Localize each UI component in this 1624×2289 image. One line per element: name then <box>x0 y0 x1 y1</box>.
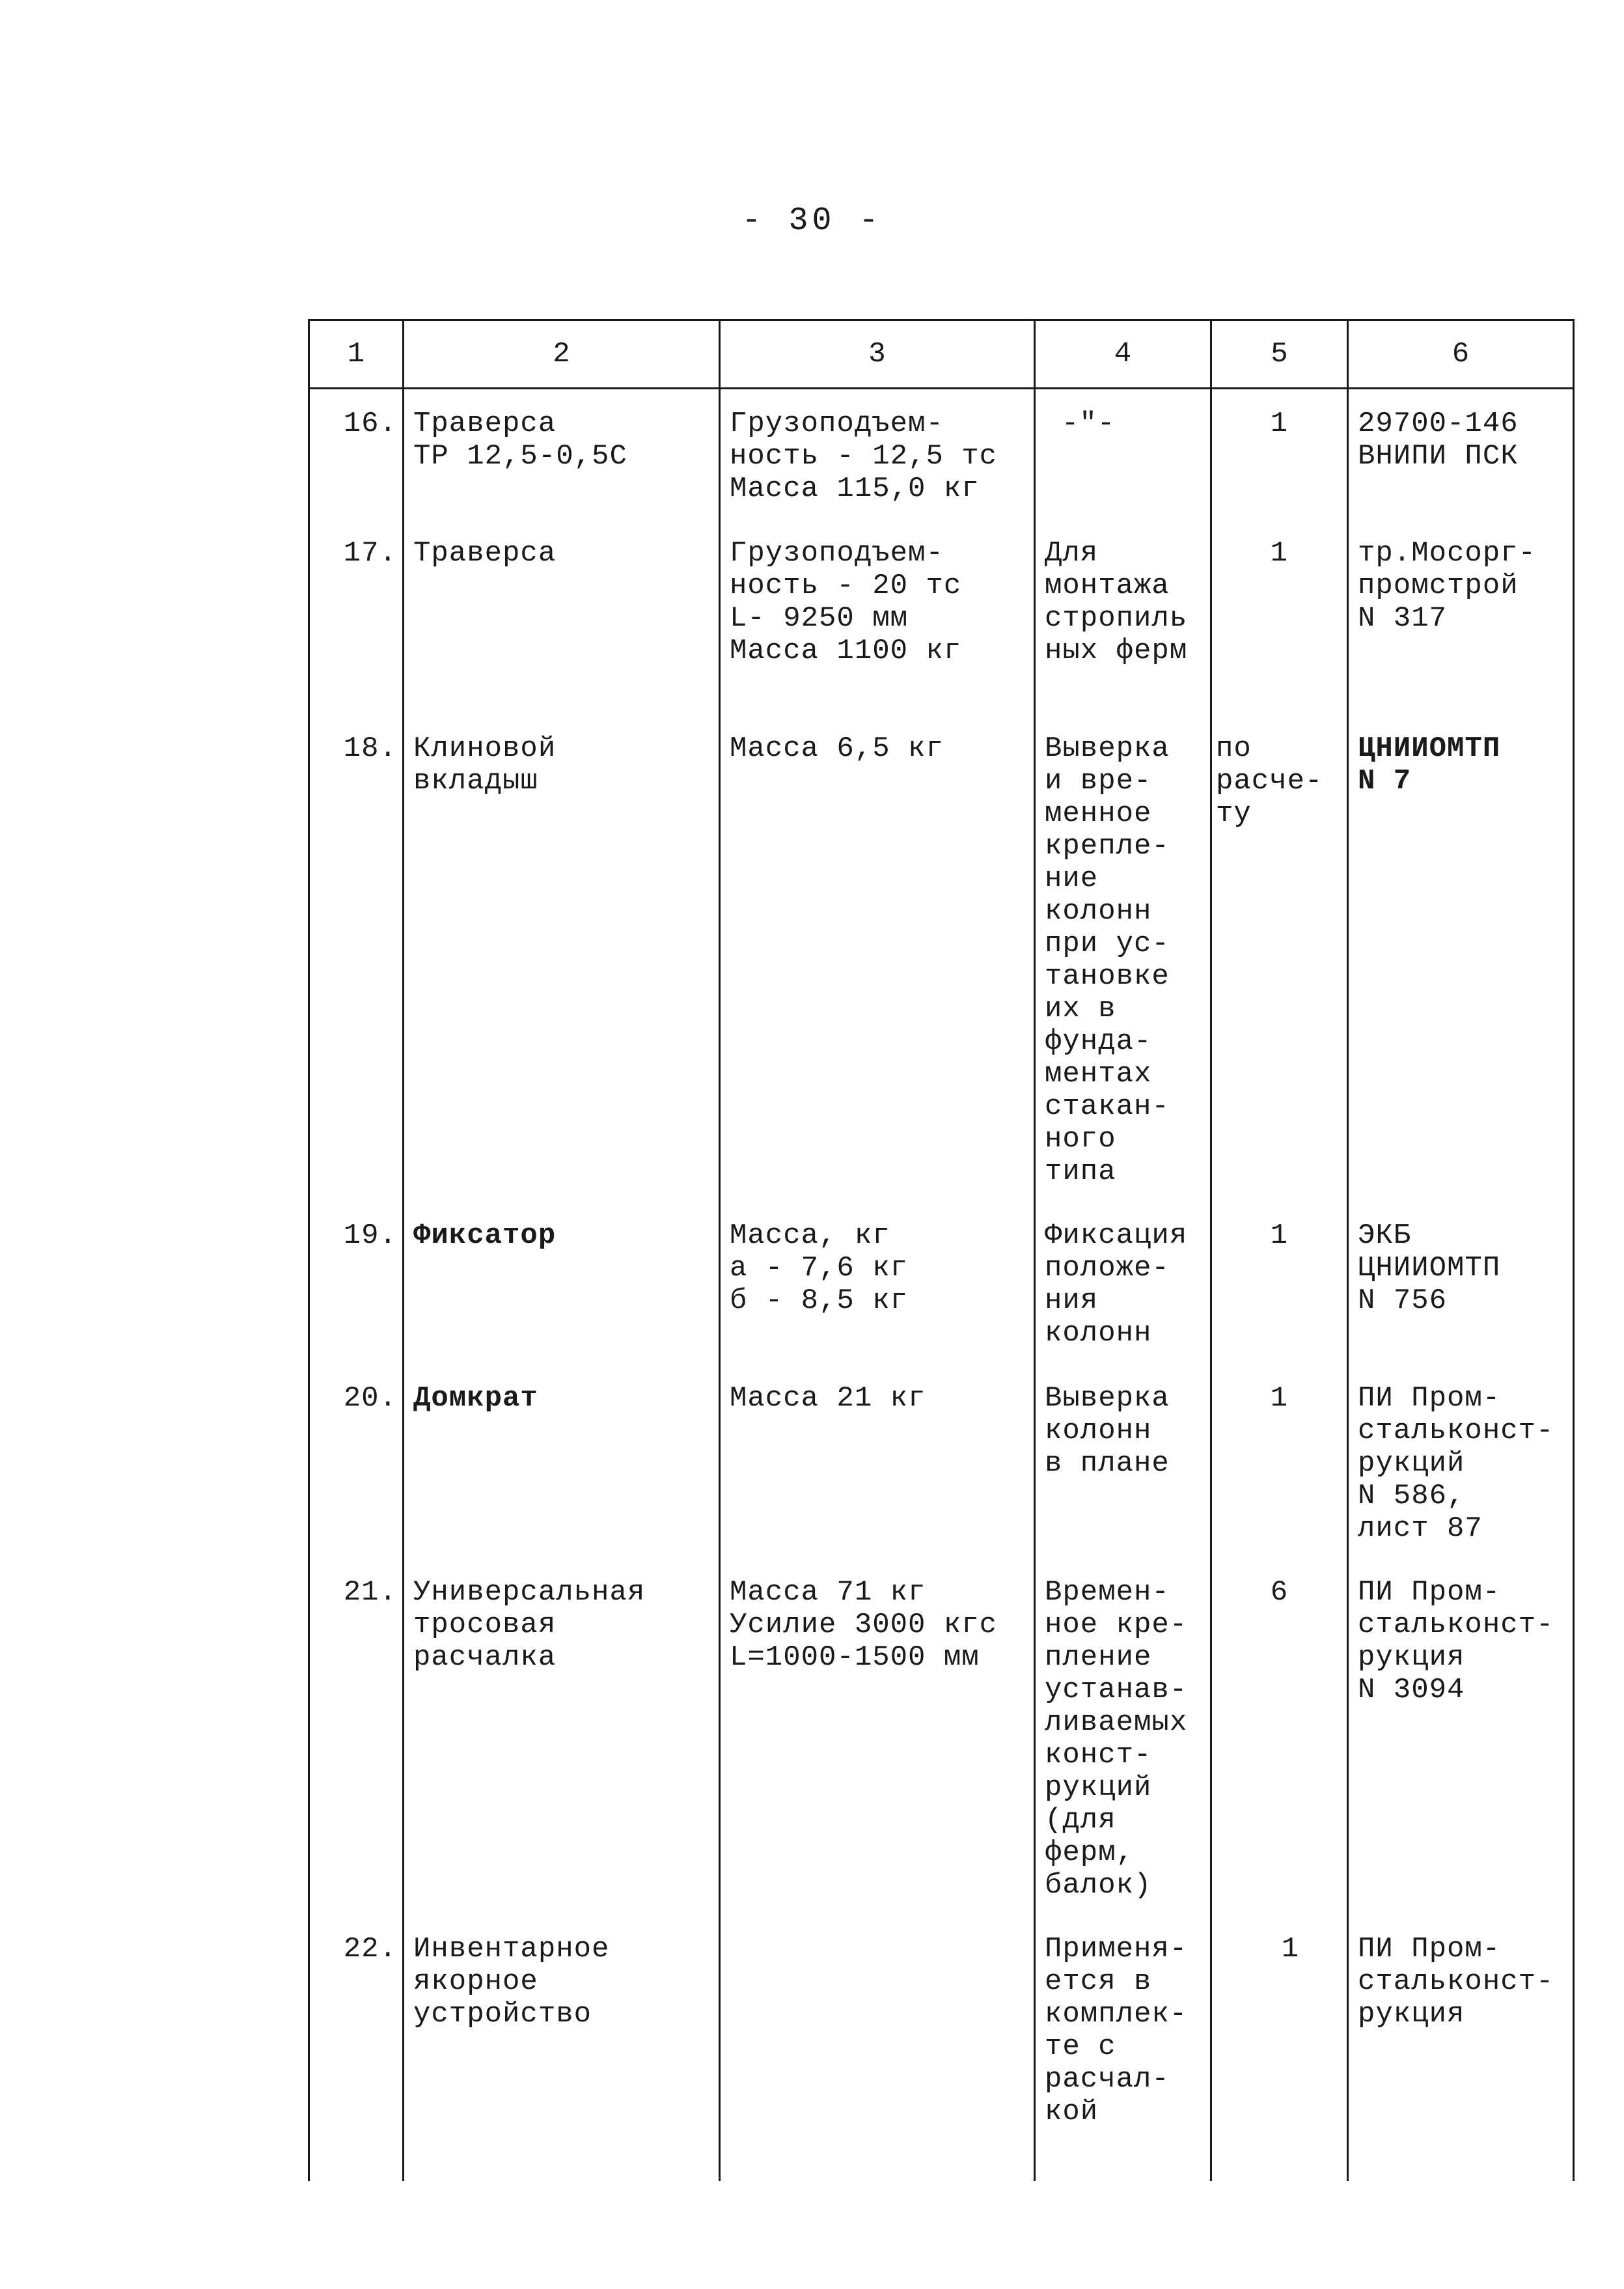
item-spec: Масса 71 кг Усилие 3000 кгс L=1000-1500 мм <box>720 1558 1035 1915</box>
item-purpose: Применя- ется в комплек- те с расчал- кой <box>1035 1915 1211 2182</box>
item-name: Фиксатор <box>404 1201 720 1364</box>
item-spec: Грузоподъем- ность - 20 тс L- 9250 мм Масса 1100 кг <box>720 519 1035 714</box>
row-number: 22. <box>309 1915 404 2182</box>
item-source: ПИ Пром- стальконст- рукций N 586, лист 87 <box>1348 1364 1574 1558</box>
row-number: 17. <box>309 519 404 714</box>
table-header-row <box>309 320 1574 389</box>
item-purpose: Фиксация положе- ния колонн <box>1035 1201 1211 1364</box>
table-row <box>309 1364 1574 1558</box>
item-source: ЭКБ ЦНИИОМТП N 756 <box>1348 1201 1574 1364</box>
row-number: 19. <box>309 1201 404 1364</box>
item-quantity: 1 <box>1211 389 1348 519</box>
item-purpose: Выверка и вре- менное крепле- ние колонн при ус- тановке их в фунда- ментах стакан- ного типа <box>1035 714 1211 1201</box>
item-source: ПИ Пром- стальконст- рукция N 3094 <box>1348 1558 1574 1915</box>
item-spec <box>720 1915 1035 2182</box>
item-name: Клиновой вкладыш <box>404 714 720 1201</box>
item-quantity: 1 <box>1211 1364 1348 1558</box>
table-row <box>309 714 1574 1201</box>
item-quantity: 6 <box>1211 1558 1348 1915</box>
item-name: Траверса <box>404 519 720 714</box>
item-source: ЦНИИОМТП N 7 <box>1348 714 1574 1201</box>
item-name: Траверса ТР 12,5-0,5С <box>404 389 720 519</box>
item-name: Универсальная тросовая расчалка <box>404 1558 720 1915</box>
item-quantity: по расче- ту <box>1211 714 1348 1201</box>
column-header-6: 6 <box>1348 320 1574 389</box>
equipment-table <box>308 319 1575 2181</box>
item-purpose: Для монтажа стропиль ных ферм <box>1035 519 1211 714</box>
item-purpose: Выверка колонн в плане <box>1035 1364 1211 1558</box>
table-row <box>309 519 1574 714</box>
item-name: Инвентарное якорное устройство <box>404 1915 720 2182</box>
table-row <box>309 1915 1574 2182</box>
item-purpose: Времен- ное кре- пление устанав- ливаемых конст- рукций (для ферм, балок) <box>1035 1558 1211 1915</box>
item-source: 29700-146 ВНИПИ ПСК <box>1348 389 1574 519</box>
column-header-4: 4 <box>1035 320 1211 389</box>
row-number: 18. <box>309 714 404 1201</box>
table-row <box>309 1201 1574 1364</box>
item-name: Домкрат <box>404 1364 720 1558</box>
item-spec: Грузоподъем- ность - 12,5 тс Масса 115,0 кг <box>720 389 1035 519</box>
item-quantity: 1 <box>1211 1915 1348 2182</box>
row-number: 21. <box>309 1558 404 1915</box>
table-row <box>309 389 1574 519</box>
column-header-1: 1 <box>309 320 404 389</box>
item-quantity: 1 <box>1211 519 1348 714</box>
item-spec: Масса 21 кг <box>720 1364 1035 1558</box>
item-source: ПИ Пром- стальконст- рукция <box>1348 1915 1574 2182</box>
column-header-2: 2 <box>404 320 720 389</box>
item-purpose: -"- <box>1035 389 1211 519</box>
page-number: - 30 - <box>741 202 883 240</box>
item-spec: Масса 6,5 кг <box>720 714 1035 1201</box>
table-row <box>309 1558 1574 1915</box>
row-number: 16. <box>309 389 404 519</box>
column-header-3: 3 <box>720 320 1035 389</box>
item-spec: Масса, кг а - 7,6 кг б - 8,5 кг <box>720 1201 1035 1364</box>
row-number: 20. <box>309 1364 404 1558</box>
column-header-5: 5 <box>1211 320 1348 389</box>
item-quantity: 1 <box>1211 1201 1348 1364</box>
item-source: тр.Мосорг- промстрой N 317 <box>1348 519 1574 714</box>
